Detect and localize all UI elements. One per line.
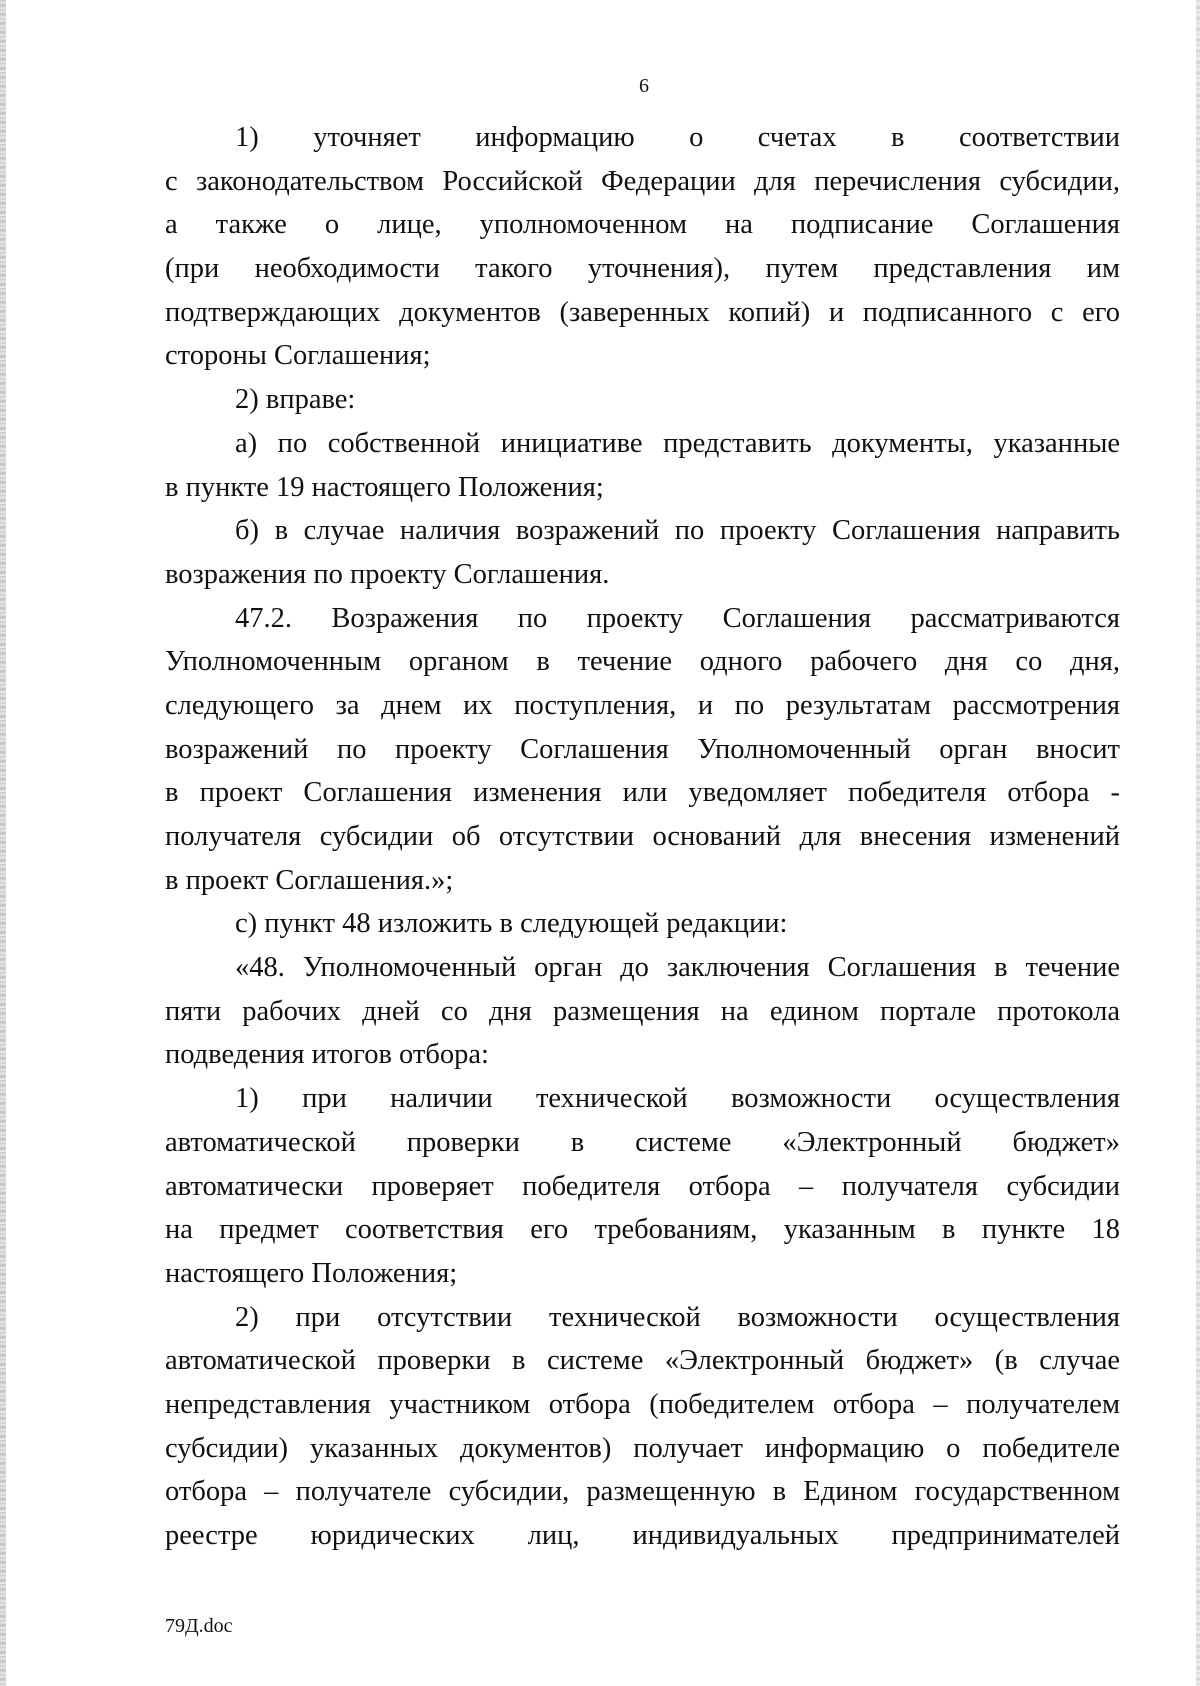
text-line: 1) уточняет информацию о счетах в соответствии: [235, 122, 1120, 153]
text-line: с законодательством Российской Федерации для перечисления субсидии,: [165, 165, 1120, 197]
text-line: в пункте 19 настоящего Положения;: [165, 471, 604, 503]
text-line: субсидии) указанных документов) получает информацию о победителе: [165, 1432, 1120, 1464]
text-line: стороны Соглашения;: [165, 340, 431, 372]
text-line: Уполномоченным органом в течение одного рабочего дня со дня,: [165, 646, 1120, 678]
text-line: б) в случае наличия возражений по проекту Соглашения направить: [235, 515, 1120, 547]
footer-filename: 79Д.doc: [165, 1615, 233, 1637]
text-line: 2) при отсутствии технической возможности осуществления: [235, 1301, 1120, 1333]
text-line: «48. Уполномоченный орган до заключения Соглашения в течение: [235, 952, 1120, 984]
scan-edge-right: [1196, 0, 1200, 1686]
text-line: (при необходимости такого уточнения), путем представления им: [165, 253, 1120, 285]
text-line: а также о лице, уполномоченном на подписание Соглашения: [165, 209, 1120, 241]
text-line: непредставления участником отбора (победителем отбора – получателем: [165, 1388, 1120, 1420]
text-line: автоматической проверки в системе «Электронный бюджет»: [165, 1126, 1120, 1158]
text-line: следующего за днем их поступления, и по результатам рассмотрения: [165, 689, 1120, 721]
text-line: получателя субсидии об отсутствии оснований для внесения изменений: [165, 821, 1120, 852]
text-line: с) пункт 48 изложить в следующей редакции:: [235, 908, 788, 940]
text-line: 2) вправе:: [235, 384, 356, 416]
text-line: подведения итогов отбора:: [165, 1039, 489, 1071]
text-line: в проект Соглашения.»;: [165, 864, 454, 896]
text-line: пяти рабочих дней со дня размещения на едином портале протокола: [165, 995, 1120, 1027]
text-line: отбора – получателе субсидии, размещенную в Едином государственном: [165, 1476, 1120, 1508]
text-line: 1) при наличии технической возможности осуществления: [235, 1083, 1120, 1115]
text-line: возражения по проекту Соглашения.: [165, 558, 610, 590]
text-line: на предмет соответствия его требованиям, указанным в пункте 18: [165, 1214, 1120, 1246]
text-line: автоматической проверки в системе «Электронный бюджет» (в случае: [165, 1345, 1120, 1377]
scan-edge-left: [0, 0, 6, 1686]
page-number: 6: [639, 75, 649, 97]
text-line: настоящего Положения;: [165, 1257, 458, 1289]
text-line: 47.2. Возражения по проекту Соглашения рассматриваются: [235, 602, 1120, 634]
document-body: [165, 116, 1120, 1558]
text-line: в проект Соглашения изменения или уведомляет победителя отбора -: [165, 777, 1120, 809]
text-line: а) по собственной инициативе представить документы, указанные: [235, 427, 1120, 459]
text-line: подтверждающих документов (заверенных копий) и подписанного с его: [165, 296, 1120, 328]
text-line: автоматически проверяет победителя отбора – получателя субсидии: [165, 1170, 1120, 1202]
text-line: реестре юридических лиц, индивидуальных предпринимателей: [165, 1520, 1120, 1551]
text-line: возражений по проекту Соглашения Уполномоченный орган вносит: [165, 733, 1120, 765]
